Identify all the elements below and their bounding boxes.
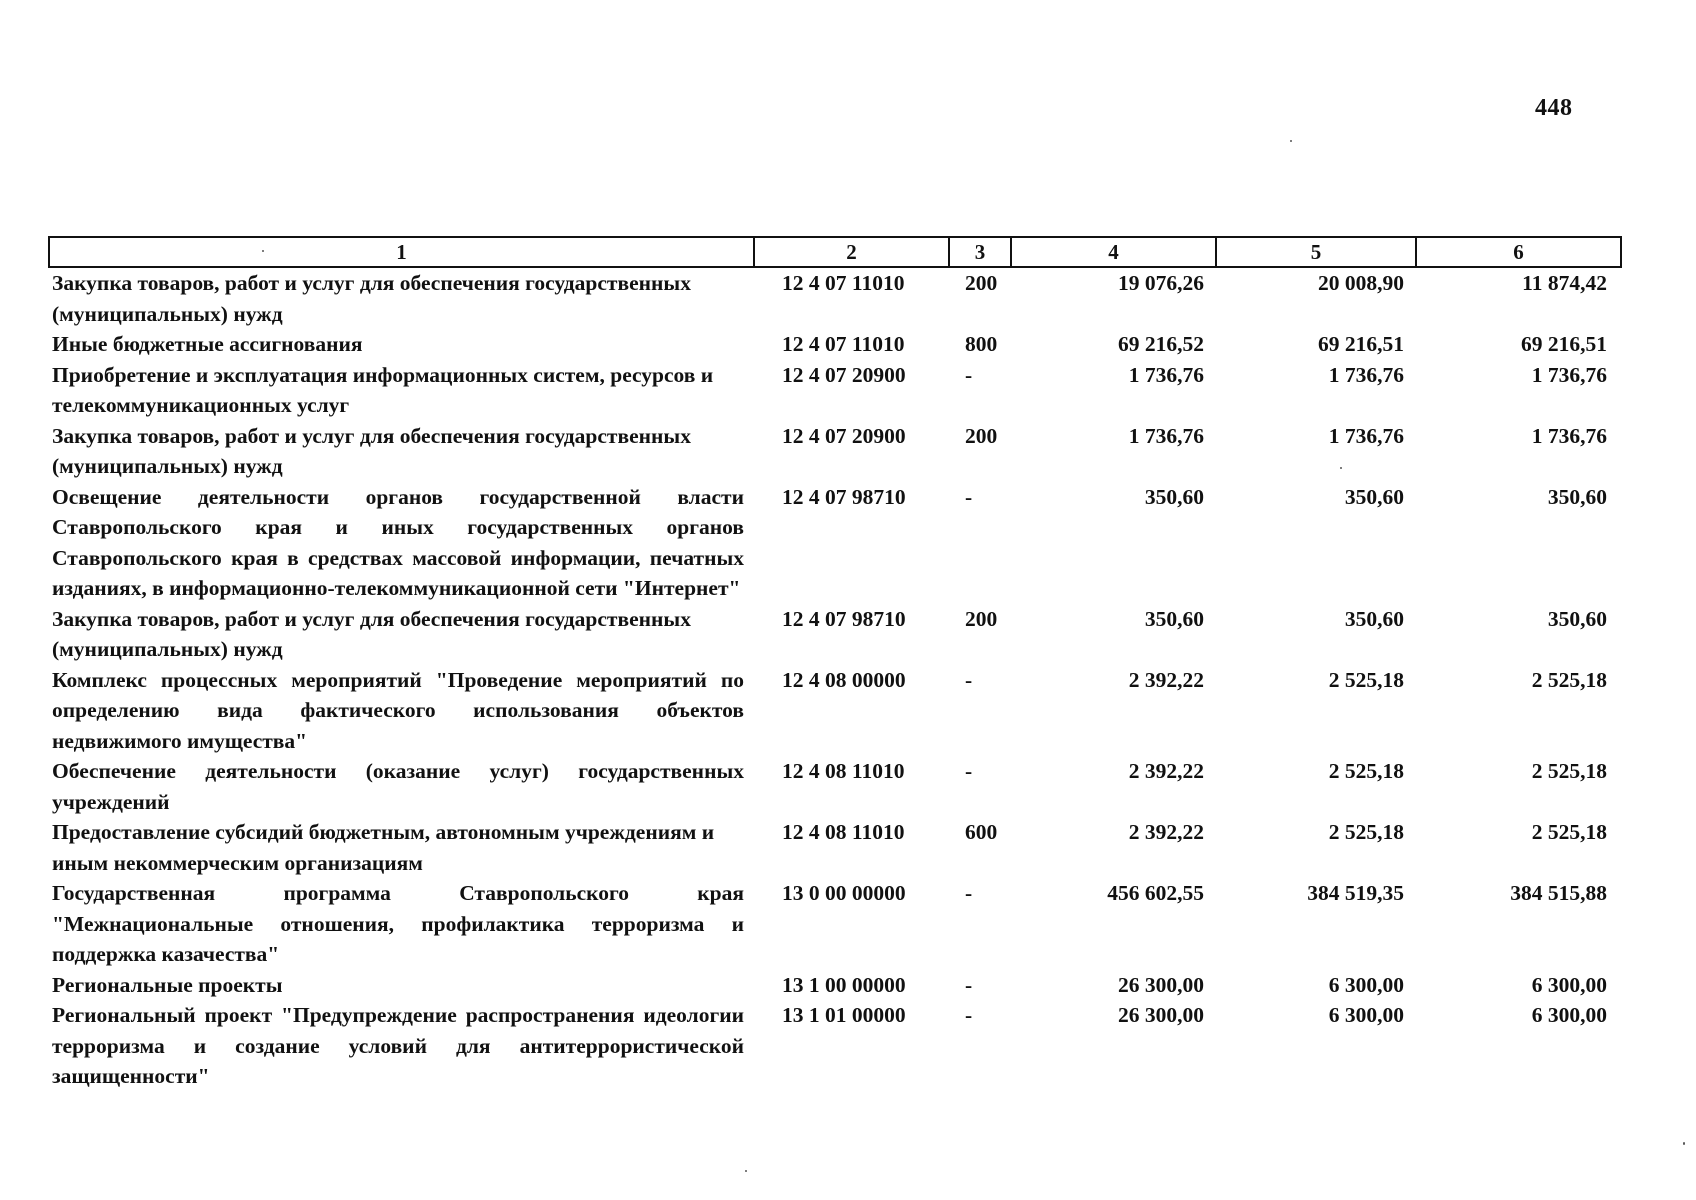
row-code-cell: 12 4 07 11010 [782, 332, 905, 356]
row-code-cell: 13 1 00 00000 [782, 972, 906, 997]
row-code-cell: 12 4 08 11010 [782, 759, 905, 783]
row-name-cell: Комплекс процессных мероприятий "Проведение мероприятий по определению вида фактического использования объектов недвижимого имущества" [52, 667, 744, 753]
row-kvr-cell: - [965, 759, 973, 783]
row-code-cell: 12 4 07 98710 [782, 484, 906, 509]
header-row [49, 237, 1621, 267]
row-value-4-cell: 19 076,26 [1118, 271, 1204, 295]
row-name-cell: Закупка товаров, работ и услуг для обеспечения государственных (муниципальных) нужд [52, 271, 691, 326]
row-value-4-cell: 69 216,52 [1118, 332, 1204, 356]
row-name-cell: Закупка товаров, работ и услуг для обеспечения государственных (муниципальных) нужд [52, 423, 691, 478]
row-value-6-cell: 6 300,00 [1531, 1003, 1607, 1027]
row-code-cell: 13 1 01 00000 [782, 1003, 906, 1027]
row-value-5-cell: 69 216,51 [1318, 332, 1404, 356]
row-kvr-cell: 800 [965, 332, 998, 356]
scan-speck [262, 250, 264, 252]
row-value-6-cell: 1 736,76 [1531, 423, 1607, 448]
row-value-5-cell: 2 525,18 [1328, 759, 1404, 783]
row-value-6-cell: 2 525,18 [1531, 820, 1607, 844]
scan-speck [745, 1170, 747, 1172]
row-value-6-cell: 69 216,51 [1521, 332, 1607, 356]
row-kvr-cell: 600 [965, 820, 998, 844]
column-header-2: 2 [754, 237, 949, 267]
row-kvr-cell: 200 [965, 606, 998, 631]
row-code-cell: 12 4 07 98710 [782, 606, 906, 631]
row-kvr-cell: 200 [965, 423, 998, 448]
row-value-6-cell: 6 300,00 [1531, 972, 1607, 997]
row-value-4-cell: 2 392,22 [1128, 667, 1204, 692]
table-row [49, 360, 1621, 421]
row-value-4-cell: 26 300,00 [1118, 1003, 1204, 1027]
row-value-5-cell: 350,60 [1344, 606, 1404, 631]
row-value-6-cell: 350,60 [1547, 484, 1607, 509]
row-name-cell: Закупка товаров, работ и услуг для обеспечения государственных (муниципальных) нужд [52, 606, 691, 661]
column-header-3: 3 [949, 237, 1011, 267]
table-row [49, 665, 1621, 757]
row-value-6-cell: 11 874,42 [1522, 271, 1607, 295]
table-row [49, 756, 1621, 817]
row-value-5-cell: 2 525,18 [1328, 667, 1404, 692]
row-code-cell: 13 0 00 00000 [782, 881, 906, 905]
row-code-cell: 12 4 08 11010 [782, 820, 905, 844]
row-code-cell: 12 4 08 00000 [782, 667, 906, 692]
table-row [49, 482, 1621, 604]
row-value-5-cell: 6 300,00 [1328, 972, 1404, 997]
row-value-6-cell: 384 515,88 [1510, 881, 1607, 905]
row-value-6-cell: 350,60 [1547, 606, 1607, 631]
row-name-cell: Приобретение и эксплуатация информационных систем, ресурсов и телекоммуникационных услуг [52, 362, 714, 417]
row-kvr-cell: - [965, 881, 973, 905]
scan-speck [1290, 140, 1292, 142]
row-value-5-cell: 1 736,76 [1328, 362, 1404, 387]
row-kvr-cell: - [965, 1003, 973, 1027]
row-code-cell: 12 4 07 20900 [782, 423, 906, 448]
row-name-cell: Предоставление субсидий бюджетным, автономным учреждениям и иным некоммерческим организациям [52, 820, 715, 875]
row-value-4-cell: 26 300,00 [1118, 972, 1204, 997]
table-row [49, 267, 1621, 329]
budget-table [48, 236, 1622, 1092]
row-name-cell: Обеспечение деятельности (оказание услуг) государственных учреждений [52, 759, 744, 814]
row-kvr-cell: - [965, 362, 973, 387]
table-row [49, 817, 1621, 878]
row-value-4-cell: 456 602,55 [1107, 881, 1204, 905]
column-header-6: 6 [1416, 237, 1621, 267]
table-body [49, 267, 1621, 1092]
row-kvr-cell: - [965, 667, 973, 692]
table-header [49, 237, 1621, 267]
row-value-4-cell: 2 392,22 [1128, 820, 1204, 844]
row-value-4-cell: 350,60 [1144, 484, 1204, 509]
row-code-cell: 12 4 07 11010 [782, 271, 905, 295]
table-row [49, 421, 1621, 482]
row-value-5-cell: 350,60 [1344, 484, 1404, 509]
table-row [49, 604, 1621, 665]
row-value-6-cell: 2 525,18 [1531, 667, 1607, 692]
row-value-6-cell: 1 736,76 [1531, 362, 1607, 387]
row-value-5-cell: 6 300,00 [1328, 1003, 1404, 1027]
row-value-5-cell: 20 008,90 [1318, 271, 1404, 295]
row-kvr-cell: 200 [965, 271, 998, 295]
column-header-4: 4 [1011, 237, 1216, 267]
table-row [49, 878, 1621, 970]
row-value-4-cell: 1 736,76 [1128, 362, 1204, 387]
table-row [49, 970, 1621, 1001]
page-number: 448 [1535, 95, 1573, 121]
row-name-cell: Освещение деятельности органов государственной власти Ставропольского края и иных государственных органов Ставропольского края в средствах массовой информации, печатных изданиях, в информационно-телекоммуникационной сети "Интернет" [52, 484, 744, 600]
row-name-cell: Государственная программа Ставропольского края "Межнациональные отношения, профилактика терроризма и поддержка казачества" [52, 881, 744, 966]
row-value-4-cell: 350,60 [1144, 606, 1204, 631]
column-header-5: 5 [1216, 237, 1416, 267]
row-name-cell: Региональный проект "Предупреждение распространения идеологии терроризма и создание условий для антитеррористической защищенности" [52, 1003, 744, 1088]
row-value-6-cell: 2 525,18 [1531, 759, 1607, 783]
table-row [49, 329, 1621, 360]
row-value-5-cell: 2 525,18 [1328, 820, 1404, 844]
row-name-cell: Иные бюджетные ассигнования [52, 332, 363, 356]
column-header-1: 1 [49, 237, 754, 267]
row-code-cell: 12 4 07 20900 [782, 362, 906, 387]
row-value-5-cell: 384 519,35 [1307, 881, 1404, 905]
row-value-5-cell: 1 736,76 [1328, 423, 1404, 448]
scan-speck [1683, 1142, 1685, 1145]
row-value-4-cell: 2 392,22 [1128, 759, 1204, 783]
row-kvr-cell: - [965, 484, 973, 509]
row-name-cell: Региональные проекты [52, 972, 283, 997]
scan-speck [1340, 467, 1342, 469]
table-row [49, 1000, 1621, 1092]
row-kvr-cell: - [965, 972, 973, 997]
row-value-4-cell: 1 736,76 [1128, 423, 1204, 448]
